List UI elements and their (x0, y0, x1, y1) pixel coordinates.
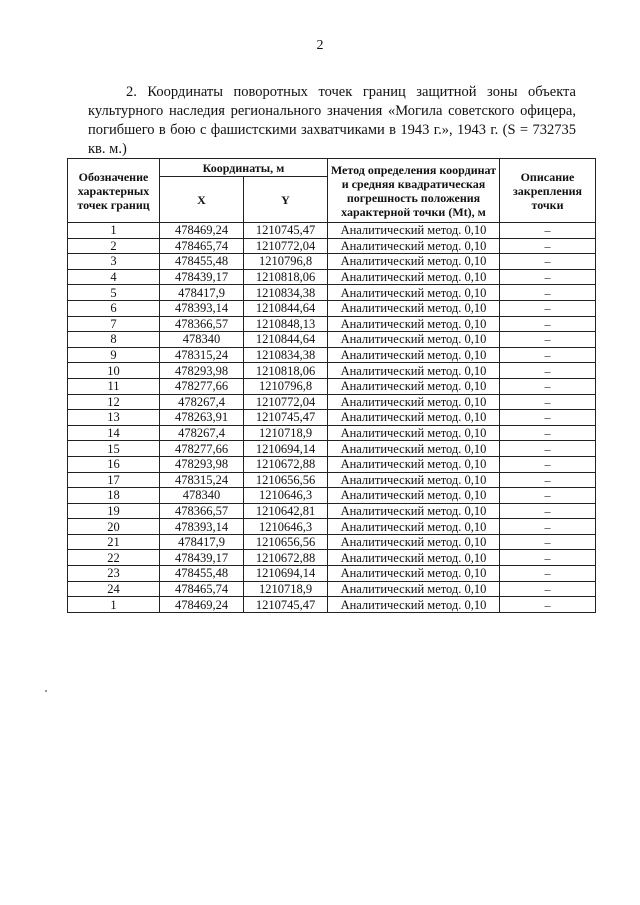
cell-y: 1210694,14 (244, 441, 328, 457)
table-row (68, 425, 596, 441)
cell-description: – (500, 519, 596, 535)
cell-method: Аналитический метод. 0,10 (328, 488, 500, 504)
cell-method: Аналитический метод. 0,10 (328, 472, 500, 488)
cell-point: 8 (68, 332, 160, 348)
cell-x: 478469,24 (160, 223, 244, 239)
cell-x: 478465,74 (160, 581, 244, 597)
table-row (68, 550, 596, 566)
table-row (68, 300, 596, 316)
cell-y: 1210796,8 (244, 254, 328, 270)
cell-method: Аналитический метод. 0,10 (328, 269, 500, 285)
cell-y: 1210818,06 (244, 269, 328, 285)
cell-description: – (500, 300, 596, 316)
cell-y: 1210672,88 (244, 550, 328, 566)
cell-point: 9 (68, 347, 160, 363)
cell-method: Аналитический метод. 0,10 (328, 441, 500, 457)
cell-point: 1 (68, 597, 160, 613)
cell-method: Аналитический метод. 0,10 (328, 394, 500, 410)
cell-x: 478393,14 (160, 519, 244, 535)
page-number: 2 (316, 38, 324, 53)
table-row (68, 441, 596, 457)
cell-x: 478465,74 (160, 238, 244, 254)
table-row (68, 285, 596, 301)
table-row (68, 347, 596, 363)
header-y: Y (244, 177, 328, 223)
cell-x: 478340 (160, 332, 244, 348)
cell-method: Аналитический метод. 0,10 (328, 316, 500, 332)
cell-point: 3 (68, 254, 160, 270)
cell-point: 18 (68, 488, 160, 504)
cell-x: 478439,17 (160, 269, 244, 285)
cell-method: Аналитический метод. 0,10 (328, 363, 500, 379)
cell-point: 24 (68, 581, 160, 597)
cell-point: 11 (68, 378, 160, 394)
cell-y: 1210848,13 (244, 316, 328, 332)
cell-method: Аналитический метод. 0,10 (328, 238, 500, 254)
cell-x: 478267,4 (160, 394, 244, 410)
cell-description: – (500, 566, 596, 582)
cell-point: 2 (68, 238, 160, 254)
cell-x: 478366,57 (160, 503, 244, 519)
cell-method: Аналитический метод. 0,10 (328, 566, 500, 582)
cell-point: 17 (68, 472, 160, 488)
table-row (68, 316, 596, 332)
cell-description: – (500, 363, 596, 379)
table-header (68, 159, 596, 223)
cell-point: 20 (68, 519, 160, 535)
cell-method: Аналитический метод. 0,10 (328, 378, 500, 394)
table-row (68, 472, 596, 488)
table-body (68, 223, 596, 613)
cell-method: Аналитический метод. 0,10 (328, 285, 500, 301)
header-coordinates: Координаты, м (160, 159, 328, 177)
cell-description: – (500, 425, 596, 441)
cell-method: Аналитический метод. 0,10 (328, 597, 500, 613)
cell-point: 14 (68, 425, 160, 441)
scan-artifact (45, 690, 47, 692)
coordinates-table (67, 158, 596, 613)
cell-description: – (500, 332, 596, 348)
cell-description: – (500, 223, 596, 239)
cell-x: 478455,48 (160, 254, 244, 270)
cell-point: 5 (68, 285, 160, 301)
intro-paragraph: 2. Координаты поворотных точек границ защитной зоны объекта культурного наследия регионального значения «Могила советского офицера, погибшего в бою с фашистскими захватчиками в 1943 г.», 1943 г. (S = 732735 кв. м.) (88, 83, 576, 157)
cell-method: Аналитический метод. 0,10 (328, 347, 500, 363)
cell-y: 1210796,8 (244, 378, 328, 394)
cell-y: 1210834,38 (244, 347, 328, 363)
cell-method: Аналитический метод. 0,10 (328, 519, 500, 535)
cell-x: 478277,66 (160, 441, 244, 457)
cell-y: 1210718,9 (244, 425, 328, 441)
cell-point: 15 (68, 441, 160, 457)
header-x: X (160, 177, 244, 223)
cell-y: 1210772,04 (244, 238, 328, 254)
table-row (68, 238, 596, 254)
table-row (68, 394, 596, 410)
cell-method: Аналитический метод. 0,10 (328, 534, 500, 550)
cell-description: – (500, 488, 596, 504)
table-row (68, 254, 596, 270)
cell-point: 19 (68, 503, 160, 519)
cell-description: – (500, 316, 596, 332)
cell-point: 6 (68, 300, 160, 316)
table-row (68, 378, 596, 394)
cell-method: Аналитический метод. 0,10 (328, 456, 500, 472)
cell-description: – (500, 238, 596, 254)
cell-description: – (500, 254, 596, 270)
header-point: Обозначение характерных точек границ (68, 159, 160, 223)
table-row (68, 597, 596, 613)
cell-x: 478293,98 (160, 456, 244, 472)
table-row (68, 519, 596, 535)
cell-x: 478366,57 (160, 316, 244, 332)
cell-method: Аналитический метод. 0,10 (328, 425, 500, 441)
cell-point: 23 (68, 566, 160, 582)
cell-description: – (500, 534, 596, 550)
cell-y: 1210745,47 (244, 223, 328, 239)
cell-description: – (500, 472, 596, 488)
cell-description: – (500, 441, 596, 457)
cell-y: 1210718,9 (244, 581, 328, 597)
cell-description: – (500, 394, 596, 410)
cell-method: Аналитический метод. 0,10 (328, 254, 500, 270)
cell-point: 7 (68, 316, 160, 332)
table-row (68, 534, 596, 550)
header-description: Описание закрепления точки (500, 159, 596, 223)
cell-x: 478393,14 (160, 300, 244, 316)
cell-point: 12 (68, 394, 160, 410)
cell-x: 478293,98 (160, 363, 244, 379)
cell-description: – (500, 456, 596, 472)
cell-y: 1210646,3 (244, 519, 328, 535)
table-row (68, 223, 596, 239)
cell-method: Аналитический метод. 0,10 (328, 223, 500, 239)
cell-y: 1210656,56 (244, 472, 328, 488)
cell-y: 1210844,64 (244, 332, 328, 348)
cell-point: 1 (68, 223, 160, 239)
cell-x: 478439,17 (160, 550, 244, 566)
table-row (68, 488, 596, 504)
cell-point: 16 (68, 456, 160, 472)
cell-y: 1210694,14 (244, 566, 328, 582)
cell-description: – (500, 581, 596, 597)
cell-description: – (500, 550, 596, 566)
cell-x: 478277,66 (160, 378, 244, 394)
cell-y: 1210834,38 (244, 285, 328, 301)
cell-point: 4 (68, 269, 160, 285)
table-row (68, 581, 596, 597)
cell-x: 478417,9 (160, 285, 244, 301)
cell-y: 1210844,64 (244, 300, 328, 316)
cell-x: 478315,24 (160, 472, 244, 488)
table-row (68, 503, 596, 519)
cell-y: 1210745,47 (244, 597, 328, 613)
cell-description: – (500, 285, 596, 301)
table-row (68, 332, 596, 348)
table-row (68, 456, 596, 472)
cell-description: – (500, 378, 596, 394)
cell-method: Аналитический метод. 0,10 (328, 332, 500, 348)
table-row (68, 269, 596, 285)
cell-method: Аналитический метод. 0,10 (328, 550, 500, 566)
cell-x: 478417,9 (160, 534, 244, 550)
cell-point: 13 (68, 410, 160, 426)
cell-x: 478267,4 (160, 425, 244, 441)
table-row (68, 410, 596, 426)
cell-y: 1210672,88 (244, 456, 328, 472)
cell-point: 21 (68, 534, 160, 550)
cell-description: – (500, 347, 596, 363)
cell-y: 1210818,06 (244, 363, 328, 379)
cell-x: 478340 (160, 488, 244, 504)
cell-description: – (500, 269, 596, 285)
cell-method: Аналитический метод. 0,10 (328, 410, 500, 426)
cell-x: 478469,24 (160, 597, 244, 613)
cell-y: 1210772,04 (244, 394, 328, 410)
cell-x: 478263,91 (160, 410, 244, 426)
header-method: Метод определения координат и средняя квадратическая погрешность положения характерной точки (Mt), м (328, 159, 500, 223)
cell-y: 1210642,81 (244, 503, 328, 519)
cell-description: – (500, 503, 596, 519)
cell-y: 1210656,56 (244, 534, 328, 550)
cell-y: 1210646,3 (244, 488, 328, 504)
cell-description: – (500, 410, 596, 426)
cell-y: 1210745,47 (244, 410, 328, 426)
cell-point: 10 (68, 363, 160, 379)
table-row (68, 363, 596, 379)
cell-x: 478455,48 (160, 566, 244, 582)
cell-description: – (500, 597, 596, 613)
cell-method: Аналитический метод. 0,10 (328, 300, 500, 316)
table-row (68, 566, 596, 582)
cell-point: 22 (68, 550, 160, 566)
cell-method: Аналитический метод. 0,10 (328, 581, 500, 597)
cell-method: Аналитический метод. 0,10 (328, 503, 500, 519)
cell-x: 478315,24 (160, 347, 244, 363)
